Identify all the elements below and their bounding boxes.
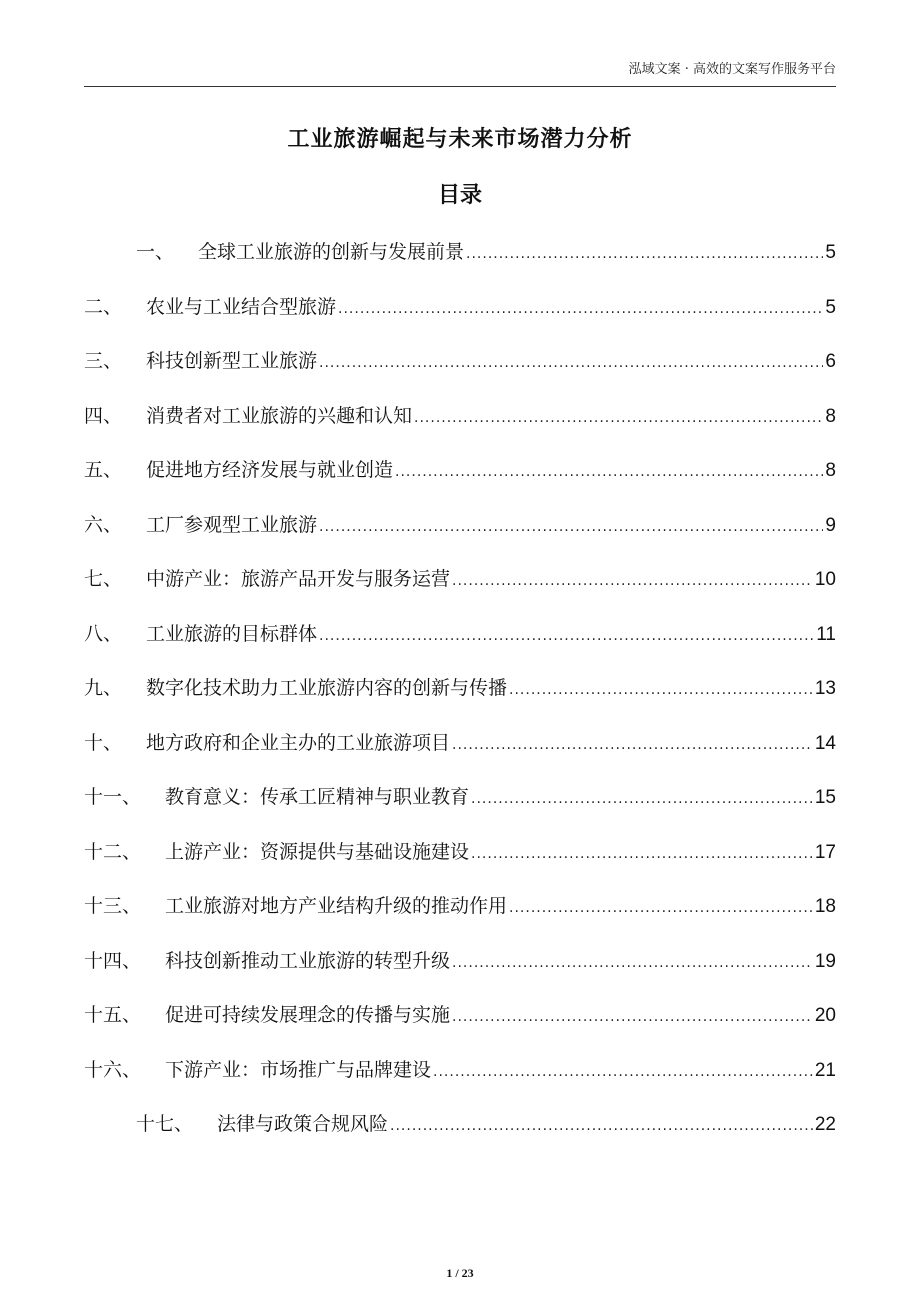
toc-entry-14[interactable] <box>84 941 836 996</box>
toc-dot-leader <box>466 234 823 274</box>
toc-entry-label: 中游产业：旅游产品开发与服务运营 <box>146 568 451 590</box>
toc-entry-4[interactable] <box>84 396 836 451</box>
toc-entry-number: 十七、 <box>136 1113 194 1135</box>
toc-entry-label: 工业旅游的目标群体 <box>146 622 318 645</box>
toc-entry-page: 8 <box>825 460 836 481</box>
toc-entry-number: 十、 <box>84 731 123 754</box>
toc-entry-number: 八、 <box>84 622 123 645</box>
toc-entry-page: 10 <box>814 569 836 590</box>
toc-entry-16[interactable] <box>84 1050 836 1105</box>
toc-entry-page: 14 <box>814 732 836 754</box>
toc-entry-1[interactable] <box>84 232 836 287</box>
toc-dot-leader <box>395 452 823 492</box>
toc-dot-leader <box>509 670 813 710</box>
toc-entry-label: 教育意义：传承工匠精神与职业教育 <box>165 786 470 808</box>
toc-entry-label: 促进地方经济发展与就业创造 <box>146 459 394 481</box>
toc-entry-12[interactable] <box>84 832 836 887</box>
toc-entry-number: 十五、 <box>84 1004 142 1026</box>
toc-dot-leader <box>452 561 813 601</box>
toc-entry-page: 13 <box>814 678 836 699</box>
toc-entry-3[interactable] <box>84 341 836 396</box>
toc-entry-number: 十六、 <box>84 1058 142 1081</box>
toc-entry-label: 全球工业旅游的创新与发展前景 <box>198 241 465 263</box>
toc-entry-17[interactable] <box>84 1104 836 1159</box>
toc-entry-number: 二、 <box>84 295 123 318</box>
toc-dot-leader <box>471 779 813 819</box>
document-title: 工业旅游崛起与未来市场潜力分析 <box>287 127 633 152</box>
toc-entry-number: 十三、 <box>84 895 142 917</box>
toc-entry-15[interactable] <box>84 995 836 1050</box>
toc-entry-7[interactable] <box>84 559 836 614</box>
toc-entry-page: 21 <box>814 1059 836 1081</box>
toc-entry-number: 十二、 <box>84 840 142 863</box>
toc-entry-2[interactable] <box>84 287 836 342</box>
toc-entry-page: 20 <box>814 1005 836 1026</box>
toc-entry-label: 下游产业：市场推广与品牌建设 <box>165 1058 432 1081</box>
toc-entry-page: 17 <box>814 841 836 863</box>
toc-entry-page: 18 <box>814 896 836 917</box>
toc-entry-6[interactable] <box>84 505 836 560</box>
toc-dot-leader <box>319 616 814 656</box>
toc-entry-13[interactable] <box>84 886 836 941</box>
toc-entry-number: 五、 <box>84 459 123 481</box>
toc-entry-label: 科技创新型工业旅游 <box>146 350 318 372</box>
toc-dot-leader <box>471 834 813 874</box>
toc-entry-label: 数字化技术助力工业旅游内容的创新与传播 <box>146 677 508 699</box>
toc-entry-number: 九、 <box>84 677 123 699</box>
toc-entry-page: 6 <box>825 351 836 372</box>
toc-dot-leader <box>390 1106 813 1146</box>
toc-entry-page: 9 <box>825 514 836 536</box>
toc-entry-page: 22 <box>814 1114 836 1135</box>
toc-dot-leader <box>319 343 823 383</box>
toc-entry-label: 消费者对工业旅游的兴趣和认知 <box>146 404 413 427</box>
toc-dot-leader <box>433 1052 813 1092</box>
toc-entry-number: 十四、 <box>84 949 142 972</box>
toc-entry-number: 七、 <box>84 568 123 590</box>
toc-entry-page: 5 <box>825 296 836 318</box>
toc-dot-leader <box>452 943 813 983</box>
toc-entry-label: 上游产业：资源提供与基础设施建设 <box>165 840 470 863</box>
toc-entry-label: 工厂参观型工业旅游 <box>146 513 318 536</box>
page-indicator: 1 / 23 <box>446 1266 474 1280</box>
table-of-contents <box>84 232 836 1159</box>
toc-entry-page: 15 <box>814 787 836 808</box>
toc-entry-page: 8 <box>825 405 836 427</box>
toc-dot-leader <box>509 888 813 928</box>
toc-entry-10[interactable] <box>84 723 836 778</box>
toc-entry-label: 农业与工业结合型旅游 <box>146 295 337 318</box>
toc-entry-number: 一、 <box>136 241 175 263</box>
toc-entry-label: 法律与政策合规风险 <box>217 1113 389 1135</box>
toc-entry-number: 六、 <box>84 513 123 536</box>
toc-entry-label: 科技创新推动工业旅游的转型升级 <box>165 949 451 972</box>
toc-dot-leader <box>319 507 823 547</box>
toc-entry-page: 19 <box>814 950 836 972</box>
toc-entry-9[interactable] <box>84 668 836 723</box>
toc-dot-leader <box>338 289 823 329</box>
toc-entry-number: 十一、 <box>84 786 142 808</box>
toc-dot-leader <box>452 725 813 765</box>
toc-heading: 目录 <box>437 183 482 208</box>
toc-entry-label: 地方政府和企业主办的工业旅游项目 <box>146 731 451 754</box>
toc-entry-8[interactable] <box>84 614 836 669</box>
header-divider <box>84 86 836 87</box>
toc-dot-leader <box>414 398 823 438</box>
toc-entry-label: 工业旅游对地方产业结构升级的推动作用 <box>165 895 508 917</box>
toc-entry-page: 11 <box>816 623 836 645</box>
toc-entry-page: 5 <box>825 242 836 263</box>
toc-entry-number: 三、 <box>84 350 123 372</box>
toc-entry-11[interactable] <box>84 777 836 832</box>
toc-entry-5[interactable] <box>84 450 836 505</box>
toc-entry-label: 促进可持续发展理念的传播与实施 <box>165 1004 451 1026</box>
toc-dot-leader <box>452 997 813 1037</box>
page-header-text: 泓域文案 · 高效的文案写作服务平台 <box>628 62 836 77</box>
toc-entry-number: 四、 <box>84 404 123 427</box>
